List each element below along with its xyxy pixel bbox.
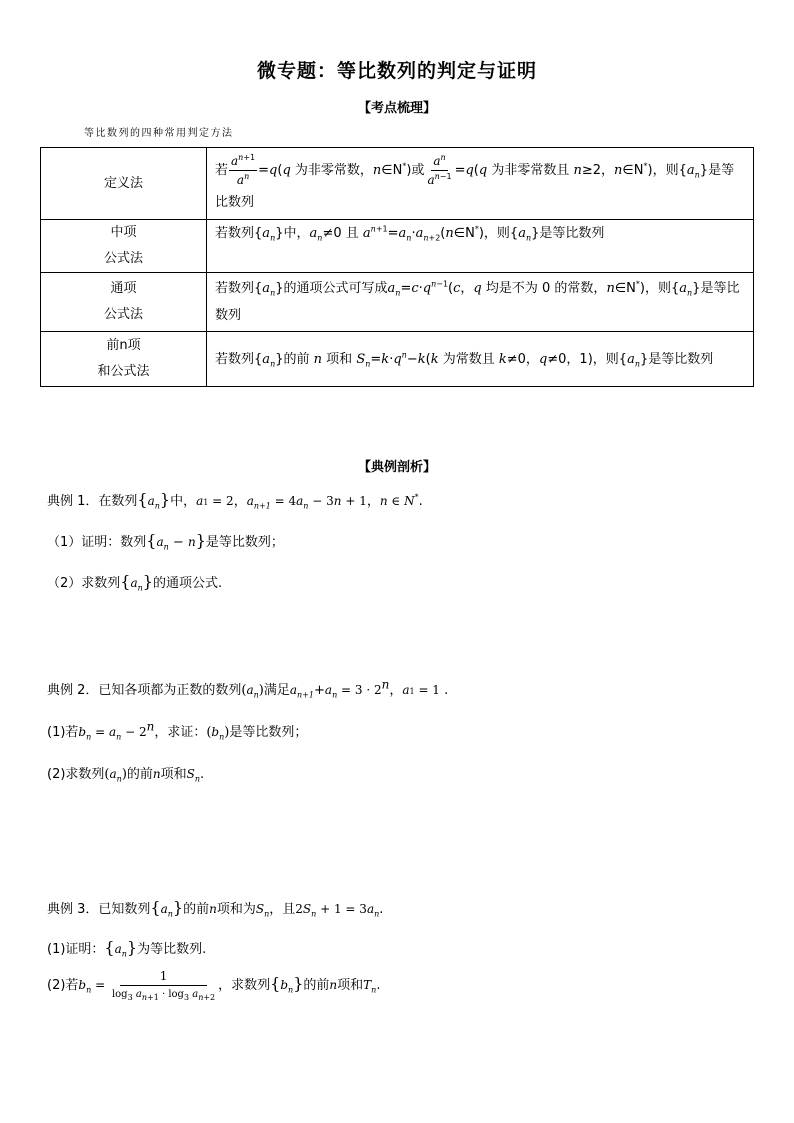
example-1-question-2: （2）求数列$\{a_n\}$的通项公式. bbox=[47, 572, 223, 593]
example-2-statement: 典例 2．已知各项都为正数的数列$(a_n)$满足$a_{n+1}+a_n = 3 \cdot 2^n$，a1 = 1 . bbox=[47, 677, 449, 700]
table-row bbox=[41, 148, 754, 220]
intro-note: 等比数列的四种常用判定方法 bbox=[84, 128, 234, 139]
page-title: 微专题：等比数列的判定与证明 bbox=[256, 60, 537, 82]
method-description: 若数列$\{a_n\}$的通项公式可写成$a_n=c\cdot q^{n-1}(c$，q 均是不为 0 的常数，n∈N*)，则$\{a_n\}$是等比数列 bbox=[207, 273, 754, 332]
example-3-question-2: (2)若$b_n$ = $\frac{1}{\log_3 a_{n+1} \cdot \log_3 a_{n+2}}$ ，求数列$\{b_n\}$的前n项和$T_n$. bbox=[47, 969, 381, 1002]
table-row bbox=[41, 332, 754, 387]
section-heading-key-points: 【考点梳理】 bbox=[357, 101, 436, 116]
method-description: 若数列$\{a_n\}$的前 n 项和 $S_n=k\cdot q^n-k(k$ 为常数且 k≠0，q≠0，1)，则$\{a_n\}$是等比数列 bbox=[207, 332, 754, 387]
table-row bbox=[41, 220, 754, 273]
table-row bbox=[41, 273, 754, 332]
example-1-statement: 典例 1．在数列$\{a_n\}$中，a1 = 2，$a_{n+1} = 4a_n - 3n + 1$，n ∈ N*. bbox=[47, 490, 423, 511]
method-description: 若数列$\{a_n\}$中，$a_n\ne 0$ 且 $a^{n+1}=a_n\cdot a_{n+2}(n\in N^*)$，则$\{a_n\}$是等比数列 bbox=[207, 220, 754, 273]
example-3-question-1: (1)证明：$\{a_n\}$为等比数列. bbox=[47, 938, 207, 959]
example-1-question-1: （1）证明：数列$\{a_n - n\}$是等比数列； bbox=[47, 531, 284, 552]
method-name: 中项 公式法 bbox=[41, 220, 207, 273]
method-name: 通项 公式法 bbox=[41, 273, 207, 332]
methods-table bbox=[40, 147, 754, 387]
method-name: 定义法 bbox=[41, 148, 207, 220]
example-2-question-1: (1)若$b_n = a_n - 2^n$，求证：$(b_n)$是等比数列； bbox=[47, 719, 308, 742]
method-description: 若 $\frac{a^{n+1}}{a^n}$ =q(q 为非零常数，n∈N*)或 $\frac{a^n}{a^{n-1}}$ =q(q 为非零常数且 n≥2，n∈N*)，则$\{a_n\}$是等比数列 bbox=[207, 148, 754, 220]
section-heading-examples: 【典例剖析】 bbox=[357, 460, 436, 475]
example-2-question-2: (2)求数列$(a_n)$的前n项和$S_n$. bbox=[47, 767, 205, 784]
example-3-statement: 典例 3．已知数列$\{a_n\}$的前n项和为$S_n$，且$2S_n + 1 = 3a_n$. bbox=[47, 898, 384, 919]
method-name: 前n项 和公式法 bbox=[41, 332, 207, 387]
